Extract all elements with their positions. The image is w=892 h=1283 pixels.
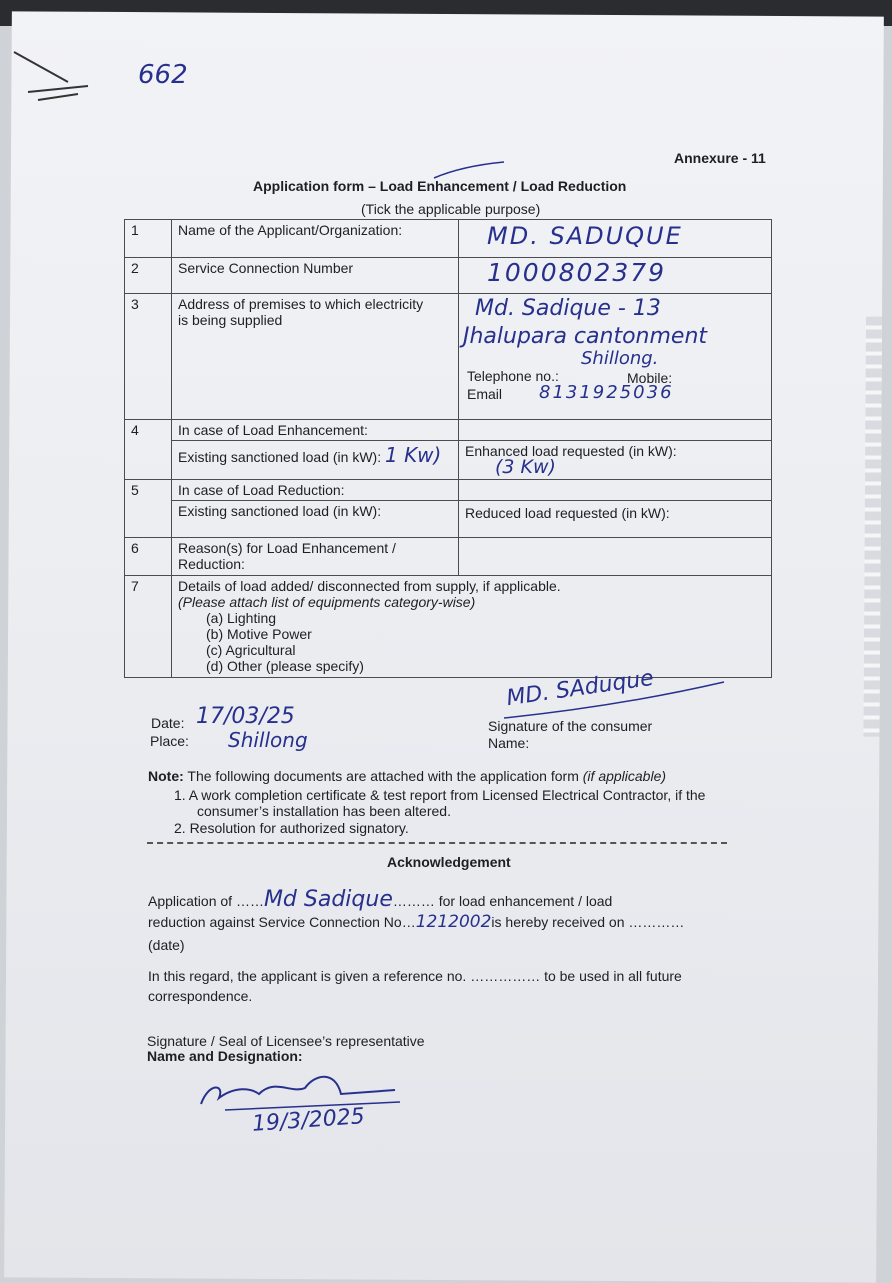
enhanced-load-value: (3 Kw) <box>495 456 556 478</box>
note: Note: The following documents are attached with the application form (if applicable) <box>148 768 667 784</box>
row-label: Reason(s) for Load Enhancement / Reduction: <box>172 538 459 576</box>
ack-line-1: Application of ……Md Sadique……… for load enhancement / load <box>148 887 613 912</box>
note-item-1: 1. A work completion certificate & test report from Licensed Electrical Contractor, if the <box>174 787 706 803</box>
name-designation-label: Name and Designation: <box>147 1048 303 1064</box>
row-label: Service Connection Number <box>172 258 459 294</box>
consumer-signature-label: Signature of the consumer <box>488 718 653 734</box>
service-connection-field: 1000802379 <box>459 258 772 294</box>
list-item: (a) Lighting <box>206 610 277 626</box>
annexure-label: Annexure - 11 <box>674 150 766 166</box>
enhancement-heading: In case of Load Enhancement: <box>178 422 368 438</box>
table-row <box>125 420 772 480</box>
place-value: Shillong <box>228 728 308 752</box>
application-table <box>124 219 772 678</box>
email-label: Email <box>467 386 503 402</box>
load-details-cell <box>172 576 772 678</box>
date-value: 17/03/25 <box>196 704 295 729</box>
mobile-label: Mobile: <box>627 370 673 386</box>
row-number: 4 <box>125 420 172 480</box>
reason-field <box>459 538 772 576</box>
address-label-line1: Address of premises to which electricity <box>178 296 424 312</box>
list-item: (d) Other (please specify) <box>206 658 364 674</box>
existing-load-label: Existing sanctioned load (in kW): <box>172 500 458 519</box>
row-number: 6 <box>125 538 172 576</box>
enhanced-load-field <box>459 420 772 480</box>
ack-line-4: In this regard, the applicant is given a reference no. …………… to be used in all future <box>148 968 682 984</box>
existing-load-value: 1 Kw) <box>384 443 442 467</box>
place-label: Place: <box>150 733 189 749</box>
row-label <box>172 420 459 480</box>
stacked-pages-edge <box>863 317 882 737</box>
handwritten-page-number: 662 <box>138 60 188 90</box>
note-item-2: 2. Resolution for authorized signatory. <box>174 820 409 836</box>
note-item-1-cont: consumer’s installation has been altered. <box>197 803 451 819</box>
consumer-name-label: Name: <box>488 735 530 751</box>
consumer-handwritten-signature: MD. SAduque <box>504 665 656 712</box>
row-number: 7 <box>125 576 172 678</box>
ack-line-5: correspondence. <box>148 988 253 1004</box>
list-item: (b) Motive Power <box>206 626 312 642</box>
telephone-label: Telephone no.: <box>467 368 559 384</box>
date-label: Date: <box>151 715 185 731</box>
address-line1: Md. Sadique - 13 <box>475 296 661 321</box>
address-field <box>459 294 772 420</box>
acknowledgement-title: Acknowledgement <box>387 854 511 870</box>
form-subtitle: (Tick the applicable purpose) <box>361 201 541 217</box>
address-label-line2: is being supplied <box>178 312 283 328</box>
licensee-signature-date: 19/3/2025 <box>251 1104 366 1137</box>
applicant-name-field: MD. SADUQUE <box>459 220 772 258</box>
licensee-signature-label: Signature / Seal of Licensee’s representative <box>147 1033 425 1049</box>
enhanced-load-label: Enhanced load requested (in kW): <box>459 440 771 459</box>
existing-load-label: Existing sanctioned load (in kW): 1 Kw) <box>172 440 458 467</box>
load-details-label: Details of load added/ disconnected from supply, if applicable. <box>178 578 561 594</box>
address-line2: Jhalupara cantonment <box>463 324 708 349</box>
table-row <box>125 294 772 420</box>
table-row <box>125 538 772 576</box>
load-details-note: (Please attach list of equipments category-wise) <box>178 594 476 610</box>
table-row <box>125 576 772 678</box>
row-label <box>172 480 459 538</box>
ack-line-2: reduction against Service Connection No…1212002is hereby received on ………… <box>148 912 685 932</box>
divider <box>147 842 727 844</box>
reduced-load-label: Reduced load requested (in kW): <box>459 500 771 521</box>
row-number: 5 <box>125 480 172 538</box>
corner-scribble-icon <box>8 42 98 112</box>
list-item: (c) Agricultural <box>206 642 296 658</box>
row-label <box>172 294 459 420</box>
mobile-number: 8131925036 <box>539 382 674 403</box>
ack-line-3: (date) <box>148 937 185 953</box>
table-row <box>125 480 772 538</box>
row-label: Name of the Applicant/Organization: <box>172 220 459 258</box>
form-title: Application form – Load Enhancement / Load Reduction <box>253 178 627 194</box>
row-number: 1 <box>125 220 172 258</box>
reduced-load-field <box>459 480 772 538</box>
row-number: 2 <box>125 258 172 294</box>
row-number: 3 <box>125 294 172 420</box>
table-row <box>125 220 772 258</box>
table-row <box>125 258 772 294</box>
reduction-heading: In case of Load Reduction: <box>178 482 345 498</box>
address-line3: Shillong. <box>581 348 659 369</box>
